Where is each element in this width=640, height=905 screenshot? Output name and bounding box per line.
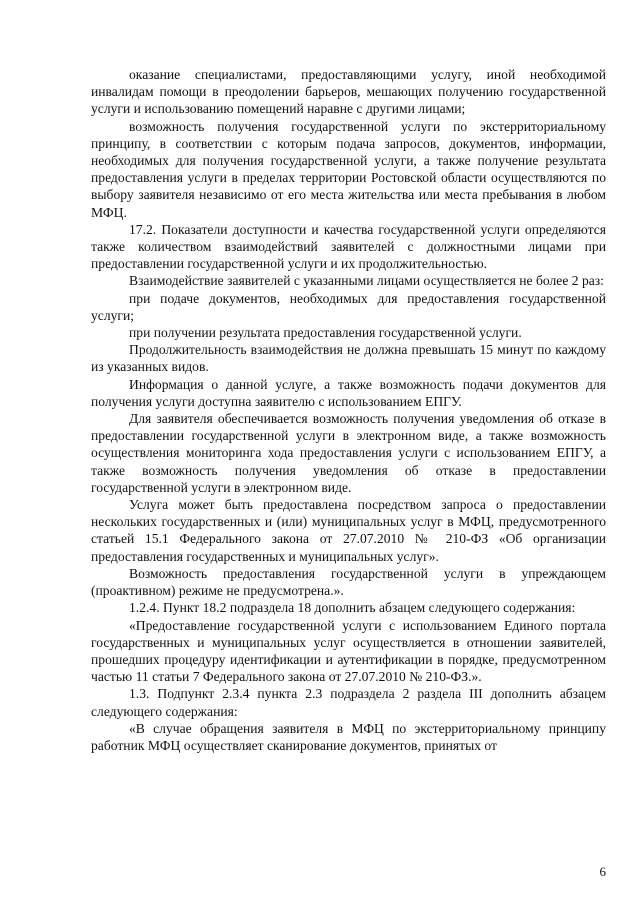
paragraph: оказание специалистами, предоставляющими услугу, иной необходимой инвалидам помощи в преодолении барьеров, мешающих получению государственной услуги и использованию помещений наравне с другими лицами; bbox=[91, 67, 606, 117]
paragraph: Информация о данной услуге, а также возможность подачи документов для получения услуги доступна заявителю с использованием ЕПГУ. bbox=[91, 376, 606, 409]
paragraph: 1.2.4. Пункт 18.2 подраздела 18 дополнить абзацем следующего содержания: bbox=[129, 600, 576, 616]
paragraph: Возможность предоставления государственной услуги в упреждающем (проактивном) режиме не предусмотрена.». bbox=[91, 565, 606, 599]
paragraph: возможность получения государственной услуги по экстерриториальному принципу, в соответствии с которым подача запросов, документов, информации, необходимых для получения государственной услуги, а также получение результата предоставления услуги в пределах территории Ростовской области осуществляются по выбору заявителя независимо от его места жительства или места пребывания в любом МФЦ. bbox=[91, 118, 606, 220]
paragraph: при подаче документов, необходимых для предоставления государственной услуги; bbox=[91, 290, 606, 323]
paragraph: «Предоставление государственной услуги с использованием Единого портала государственных и муниципальных услуг осуществляется в отношении заявителей, прошедших процедуру идентификации и аутентификации в порядке, предусмотренном частью 11 статьи 7 Федерального закона от 27.07.2010 № 210-ФЗ.». bbox=[91, 617, 606, 685]
page-number: 6 bbox=[599, 864, 606, 879]
paragraph: «В случае обращения заявителя в МФЦ по экстерриториальному принципу работник МФЦ осуществляет сканирование документов, принятых от bbox=[91, 720, 606, 753]
paragraph: Для заявителя обеспечивается возможность получения уведомления об отказе в предоставлении государственной услуги в электронном виде, а также возможность осуществления мониторинга хода предоставления услуги с использованием ЕПГУ, а также возможность получения уведомления об отказе в предоставлении государственной услуги в электронном виде. bbox=[91, 411, 606, 495]
paragraph: Услуга может быть предоставлена посредством запроса о предоставлении нескольких государственных и (или) муниципальных услуг в МФЦ, предусмотренного статьей 15.1 Федерального закона от 27.07.2010 № 210-ФЗ «Об организации предоставления государственных и муниципальных услуг». bbox=[91, 497, 606, 564]
document-body bbox=[91, 66, 606, 754]
paragraph: 1.3. Подпункт 2.3.4 пункта 2.3 подраздела 2 раздела III дополнить абзацем следующего содержания: bbox=[91, 686, 606, 719]
paragraph: при получении результата предоставления государственной услуги. bbox=[129, 325, 522, 341]
paragraph: Взаимодействие заявителей с указанными лицами осуществляется не более 2 раз: bbox=[129, 273, 604, 289]
paragraph: Продолжительность взаимодействия не должна превышать 15 минут по каждому из указанных видов. bbox=[91, 342, 606, 375]
paragraph: 17.2. Показатели доступности и качества государственной услуги определяются также количеством взаимодействий заявителей с должностными лицами при предоставлении государственной услуги и их продолжительностью. bbox=[91, 221, 606, 272]
